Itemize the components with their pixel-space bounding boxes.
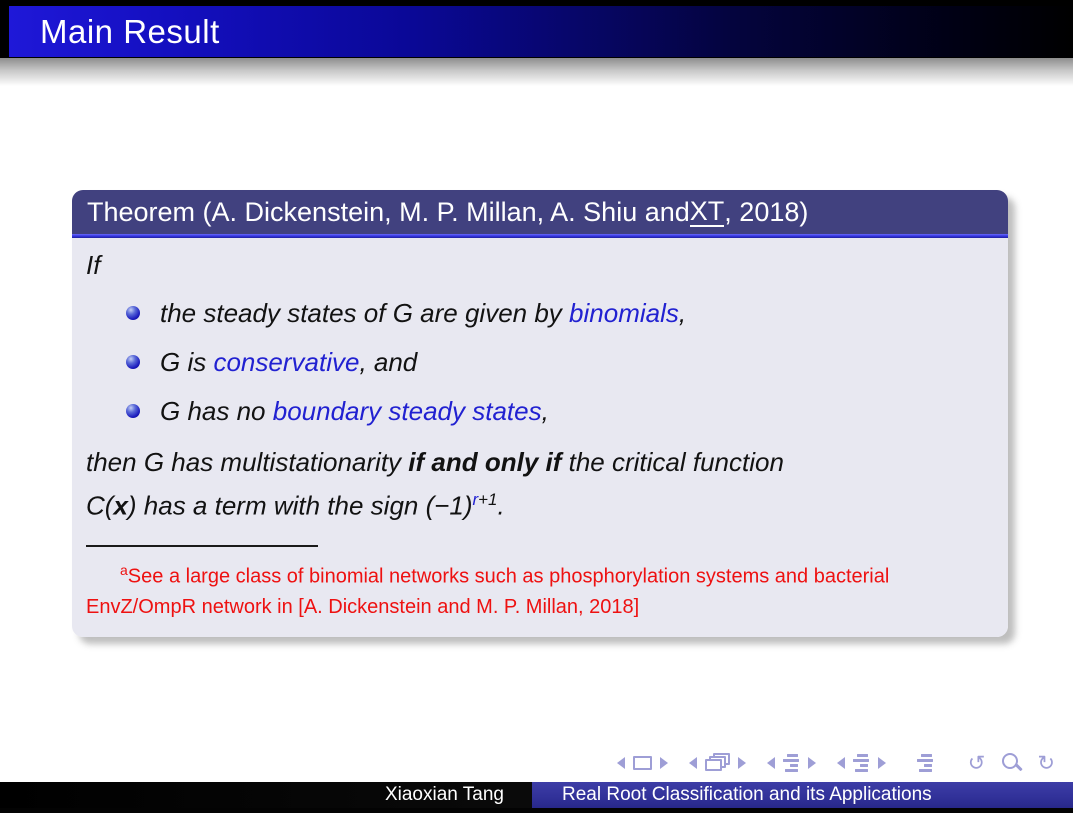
- bullet-text: G is conservative, and: [160, 347, 418, 377]
- list-item: [126, 345, 988, 379]
- nav-appendix-group: [913, 754, 938, 772]
- bullet-text: G has no boundary steady states,: [160, 396, 549, 426]
- footline-presentation-title: Real Root Classification and its Applications: [562, 784, 932, 805]
- beamer-navigation-bar: [600, 752, 1062, 773]
- title-bar-shadow: [0, 58, 1073, 86]
- nav-subsection-group: [763, 754, 820, 772]
- go-back-icon[interactable]: ↺: [967, 750, 986, 775]
- next-subsection-icon[interactable]: [808, 757, 816, 769]
- theorem-bullet-list: [126, 296, 988, 428]
- bullet-highlight: binomials: [569, 298, 679, 328]
- slide-title: Main Result: [40, 12, 220, 50]
- slide-title-bar: [0, 0, 1073, 58]
- theorem-intro: If: [86, 250, 101, 280]
- theorem-block: [72, 190, 1008, 637]
- go-forward-icon[interactable]: ↻: [1037, 750, 1055, 775]
- theorem-conclusion: then G has multistationarity if and only if the critical function C(x) has a term with the sign $(-1)^{r+1}$.: [86, 447, 784, 521]
- theorem-header-underlined: XT: [689, 195, 725, 226]
- footline: [0, 782, 1073, 813]
- prev-slide-icon[interactable]: [617, 757, 625, 769]
- bullet-text: the steady states of G are given by binomials,: [160, 298, 687, 328]
- nav-frame-group: [685, 753, 750, 772]
- section-outline-icon[interactable]: [853, 754, 870, 772]
- iff-bold-text: if and only if: [408, 447, 562, 477]
- list-item: [126, 394, 988, 428]
- frame-stack-icon[interactable]: [705, 753, 730, 772]
- footnote-rule: [86, 545, 318, 547]
- theorem-header: [72, 190, 1008, 234]
- bullet-ball-icon: [126, 306, 140, 320]
- footline-author-box: [0, 782, 532, 808]
- prev-subsection-icon[interactable]: [767, 757, 775, 769]
- footline-author: Xiaoxian Tang: [384, 784, 504, 805]
- next-slide-icon[interactable]: [660, 757, 668, 769]
- nav-history-group: [961, 750, 1062, 775]
- slide-icon[interactable]: [633, 756, 652, 770]
- footnote-text: $^a$See a large class of binomial networks such as phosphorylation systems and bacterial EnvZ/OmpR network in [A. Dickenstein and M. P. Millan, 2018]: [86, 561, 890, 619]
- nav-section-group: [833, 754, 890, 772]
- prev-frame-icon[interactable]: [689, 757, 697, 769]
- theorem-header-post: , 2018): [724, 196, 809, 227]
- bullet-ball-icon: [126, 404, 140, 418]
- nav-slide-group: [613, 756, 672, 770]
- document-outline-icon[interactable]: [917, 754, 934, 772]
- bullet-ball-icon: [126, 355, 140, 369]
- theorem-header-pre: Theorem (A. Dickenstein, M. P. Millan, A. Shiu and: [87, 196, 690, 227]
- footnote-marker: a: [120, 561, 128, 578]
- math-x-bold: x: [113, 490, 128, 521]
- footline-title-box: [532, 782, 1073, 808]
- search-icon[interactable]: [996, 753, 1026, 773]
- prev-section-icon[interactable]: [837, 757, 845, 769]
- theorem-body: [72, 238, 1008, 637]
- bullet-highlight: boundary steady states: [272, 396, 542, 426]
- subsection-outline-icon[interactable]: [783, 754, 800, 772]
- bullet-highlight: conservative: [213, 347, 360, 377]
- exponent: r+1: [472, 490, 498, 509]
- next-section-icon[interactable]: [878, 757, 886, 769]
- slide-title-bar-gradient: [9, 6, 1073, 57]
- next-frame-icon[interactable]: [738, 757, 746, 769]
- list-item: [126, 296, 988, 330]
